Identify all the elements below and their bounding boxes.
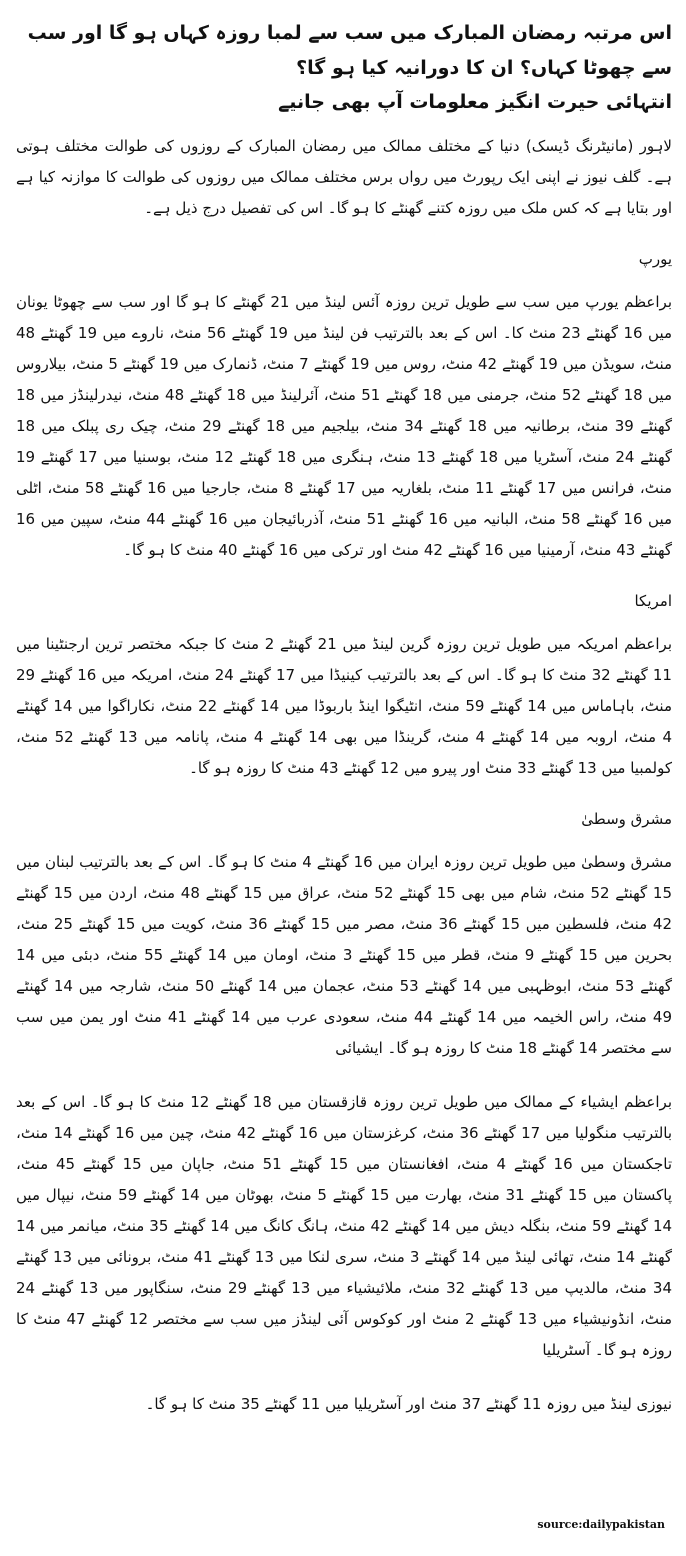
section-heading-america: امریکا — [634, 592, 672, 610]
section-heading-middle-east: مشرق وسطیٰ — [581, 810, 672, 828]
section-text-america: براعظم امریکہ میں طویل ترین روزہ گرین لینڈ میں 21 گھنٹے 2 منٹ کا جبکہ مختصر ترین ارجنٹینا میں 11 گھنٹے 32 منٹ کا ہو گا۔ اس کے بعد بالترتیب کینیڈا میں 17 گھنٹے 24 منٹ، امریکہ میں 16 گھنٹے 29 منٹ، باہاماس میں 14 گھنٹے 59 منٹ، انٹیگوا اینڈ باربوڈا میں 14 گھنٹے 22 منٹ، نکاراگوا میں 14 گھنٹے 4 منٹ، اروبہ میں 14 گھنٹے 4 منٹ، گرینڈا میں بھی 14 گھنٹے 4 منٹ، پانامہ میں 13 گھنٹے 52 منٹ، کولمبیا میں 13 گھنٹے 33 منٹ اور پیرو میں 12 گھنٹے 43 منٹ کا روزہ ہو گا۔ — [16, 635, 672, 777]
section-heading-europe: یورپ — [638, 250, 672, 268]
article-intro: لاہور (مانیٹرنگ ڈیسک) دنیا کے مختلف ممالک میں رمضان المبارک کے روزوں کی طوالت مختلف ہوتی ہے۔ گلف نیوز نے اپنی ایک رپورٹ میں رواں برس مختلف ممالک میں روزوں کی طوالت کا موازنہ کیا ہے اور بتایا ہے کہ کس ملک میں روزہ کتنے گھنٹے کا ہو گا۔ اس کی تفصیل درج ذیل ہے۔ — [16, 137, 672, 217]
source-credit: source:dailypakistan — [537, 1518, 665, 1531]
section-text-europe: براعظم یورپ میں سب سے طویل ترین روزہ آئس لینڈ میں 21 گھنٹے کا ہو گا اور سب سے چھوٹا یونان میں 16 گھنٹے 23 منٹ کا۔ اس کے بعد بالترتیب فن لینڈ میں 19 گھنٹے 56 منٹ، ناروے میں 19 گھنٹے 48 منٹ، سویڈن میں 19 گھنٹے 42 منٹ، روس میں 19 گھنٹے 7 منٹ، ڈنمارک میں 19 گھنٹے 5 منٹ، بیلاروس میں 18 گھنٹے 52 منٹ، جرمنی میں 18 گھنٹے 51 منٹ، آئرلینڈ میں 18 گھنٹے 48 منٹ، نیدرلینڈز میں 18 گھنٹے 39 منٹ، برطانیہ میں 18 گھنٹے 34 منٹ، بیلجیم میں 18 گھنٹے 29 منٹ، چیک ری پبلک میں 18 گھنٹے 24 منٹ، آسٹریا میں 18 گھنٹے 13 منٹ، ہنگری میں 18 گھنٹے 12 منٹ، بوسنیا میں 17 گھنٹے 19 منٹ، فرانس میں 17 گھنٹے 11 منٹ، بلغاریہ میں 17 گھنٹے 8 منٹ، جارجیا میں 16 گھنٹے 58 منٹ، اٹلی میں 16 گھنٹے 58 منٹ، البانیہ میں 16 گھنٹے 51 منٹ، آذربائیجان میں 16 گھنٹے 44 منٹ، سپین میں 16 گھنٹے 43 منٹ، آرمینیا میں 16 گھنٹے 42 منٹ اور ترکی میں 16 گھنٹے 40 منٹ کا ہو گا۔ — [16, 293, 673, 559]
article-headline: اس مرتبہ رمضان المبارک میں سب سے لمبا روزہ کہاں ہو گا اور سب سے چھوٹا کہاں؟ ان کا دورانیہ کیا ہو گا؟ — [27, 22, 672, 79]
section-text-middle-east: مشرق وسطیٰ میں طویل ترین روزہ ایران میں 16 گھنٹے 4 منٹ کا ہو گا۔ اس کے بعد بالترتیب لبنان میں 15 گھنٹے 52 منٹ، شام میں بھی 15 گھنٹے 52 منٹ، عراق میں 15 گھنٹے 48 منٹ، اردن میں 15 گھنٹے 42 منٹ، فلسطین میں 15 گھنٹے 36 منٹ، مصر میں 15 گھنٹے 36 منٹ، کویت میں 15 گھنٹے 25 منٹ، بحرین میں 15 گھنٹے 9 منٹ، قطر میں 15 گھنٹے 3 منٹ، اومان میں 14 گھنٹے 55 منٹ، دبئی میں 14 گھنٹے 53 منٹ، ابوظہبی میں 14 گھنٹے 53 منٹ، عجمان میں 14 گھنٹے 50 منٹ، شارجہ میں 14 گھنٹے 49 منٹ، راس الخیمہ میں 14 گھنٹے 44 منٹ، سعودی عرب میں 14 گھنٹے 41 منٹ اور یمن میں سب سے مختصر 14 گھنٹے 18 منٹ کا روزہ ہو گا۔ ایشیائی — [16, 853, 673, 1057]
article-subheadline: انتہائی حیرت انگیز معلومات آپ بھی جانیے — [278, 91, 672, 113]
section-text-australia: نیوزی لینڈ میں روزہ 11 گھنٹے 37 منٹ اور آسٹریلیا میں 11 گھنٹے 35 منٹ کا ہو گا۔ — [145, 1395, 672, 1413]
section-text-asia: براعظم ایشیاء کے ممالک میں طویل ترین روزہ قازقستان میں 18 گھنٹے 12 منٹ کا ہو گا۔ اس کے بعد بالترتیب منگولیا میں 17 گھنٹے 36 منٹ، کرغزستان میں 16 گھنٹے 42 منٹ، چین میں 16 گھنٹے 14 منٹ، تاجکستان میں 16 گھنٹے 4 منٹ، افغانستان میں 15 گھنٹے 51 منٹ، جاپان میں 15 گھنٹے 45 منٹ، پاکستان میں 15 گھنٹے 31 منٹ، بھارت میں 15 گھنٹے 5 منٹ، بھوٹان میں 14 گھنٹے 59 منٹ، نیپال میں 14 گھنٹے 59 منٹ، بنگلہ دیش میں 14 گھنٹے 42 منٹ، ہانگ کانگ میں 14 گھنٹے 35 منٹ، میانمر میں 14 گھنٹے 14 منٹ، تھائی لینڈ میں 14 گھنٹے 3 منٹ، سری لنکا میں 13 گھنٹے 41 منٹ، برونائی میں 13 گھنٹے 34 منٹ، مالدیپ میں 13 گھنٹے 32 منٹ، ملائیشیاء میں 13 گھنٹے 29 منٹ، سنگاپور میں 13 گھنٹے 24 منٹ، انڈونیشیاء میں 13 گھنٹے 2 منٹ اور کوکوس آئی لینڈز میں سب سے مختصر 12 گھنٹے 47 منٹ کا روزہ ہو گا۔ آسٹریلیا — [16, 1093, 673, 1359]
